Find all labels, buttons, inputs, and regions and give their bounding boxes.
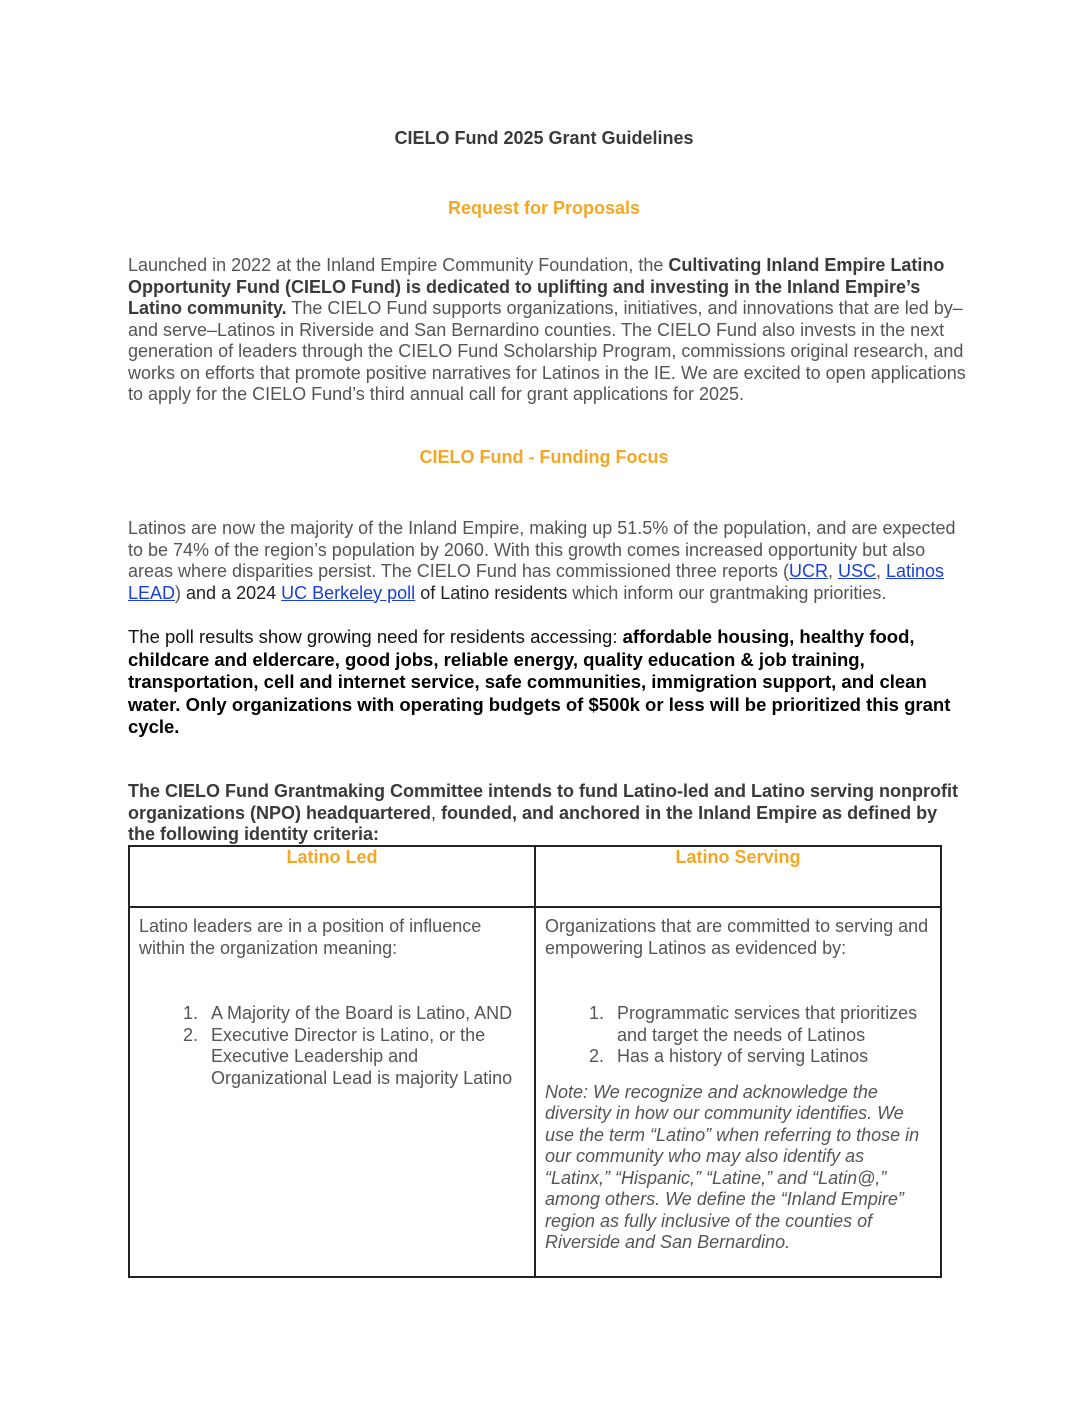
latino-serving-header: Latino Serving <box>535 846 941 907</box>
usc-report-link[interactable]: USC <box>837 561 876 581</box>
document-title: CIELO Fund 2025 Grant Guidelines <box>394 128 694 148</box>
intro-paragraph <box>128 255 968 406</box>
list-item: 1. A Majority of the Board is Latino, AND <box>203 1003 525 1025</box>
identity-note: Note: We recognize and acknowledge the diversity in how our community identifies. We use the term “Latino” when referring to those in our community who may also identify as “Latinx,” “Hispanic,” “Latine,” and “Latin@,” among others. We define the “Inland Empire” region as fully inclusive of the counties of Riverside and San Bernardino. <box>545 1081 920 1252</box>
list-item: 2. Has a history of serving Latinos <box>609 1046 931 1068</box>
focus-sep-2: , <box>876 561 887 581</box>
focus-text-3: and a 2024 <box>186 582 282 603</box>
criteria-text-1: The CIELO Fund Grantmaking Committee intends to fund Latino-led and Latino serving nonprofit organizations (NPO) headquartered <box>128 781 958 823</box>
latino-led-header: Latino Led <box>129 846 535 907</box>
focus-text-1: Latinos are now the majority of the Inland Empire, making up 51.5% of the population, and are expected to be 74% of the region’s population by 2060. With this growth comes increased opportunity but also areas where disparities persist. The CIELO Fund has commissioned three reports ( <box>128 518 956 581</box>
funding-focus-heading: CIELO Fund - Funding Focus <box>419 447 669 467</box>
criteria-comma: , <box>431 802 437 823</box>
focus-paragraph <box>128 518 968 604</box>
focus-text-2: ) <box>175 582 187 603</box>
rfp-heading: Request for Proposals <box>447 198 641 218</box>
latino-serving-cell <box>535 907 941 1277</box>
latino-serving-list <box>545 1003 931 1068</box>
list-item: 1. Programmatic services that prioritizes and target the needs of Latinos <box>609 1003 931 1046</box>
list-item: 2. Executive Director is Latino, or the Executive Leadership and Organizational Lead is majority Latino <box>203 1025 525 1090</box>
poll-paragraph <box>128 626 978 739</box>
uc-berkeley-poll-link[interactable]: UC Berkeley poll <box>281 582 416 603</box>
latino-led-list <box>139 1003 525 1089</box>
intro-text-1: Launched in 2022 at the Inland Empire Community Foundation, the <box>128 255 669 275</box>
intro-text-2: The CIELO Fund supports organizations, initiatives, and innovations that are led by–and serve–Latinos in Riverside and San Bernardino counties. The CIELO Fund also invests in the next generation of leaders through the CIELO Fund Scholarship Program, commissions original research, and works on efforts that promote positive narratives for Latinos in the IE. We are excited to open applications to apply for the CIELO Fund’s third annual call for grant applications for 2025. <box>128 298 966 404</box>
intro-bold-text: Cultivating Inland Empire Latino Opportunity Fund (CIELO Fund) is dedicated to uplifting and investing in the Inland Empire’s Latino community. <box>128 255 945 318</box>
focus-text-5: which inform our grantmaking priorities. <box>567 582 887 603</box>
criteria-intro <box>128 781 968 846</box>
criteria-text-2: founded, and anchored in the Inland Empire as defined by the following identity criteria: <box>128 802 938 844</box>
identity-criteria-table <box>128 845 942 1278</box>
focus-text-4: of Latino residents <box>415 582 568 603</box>
ucr-report-link[interactable]: UCR <box>788 561 828 581</box>
poll-intro-text: The poll results show growing need for residents accessing: <box>128 626 623 647</box>
latino-led-intro: Latino leaders are in a position of influence within the organization meaning: <box>139 916 482 958</box>
table-body-row <box>129 907 941 1277</box>
latino-serving-intro: Organizations that are committed to serving and empowering Latinos as evidenced by: <box>545 916 929 958</box>
latinos-lead-report-link[interactable]: Latinos LEAD <box>128 561 945 603</box>
poll-bold-text: affordable housing, healthy food, childcare and eldercare, good jobs, reliable energy, quality education & job training, transportation, cell and internet service, safe communities, immigration support, and clean water. Only organizations with operating budgets of $500k or less will be prioritized this grant cycle. <box>128 626 951 737</box>
focus-sep-1: , <box>827 561 838 581</box>
latino-led-cell <box>129 907 535 1277</box>
table-header-row <box>129 846 941 907</box>
